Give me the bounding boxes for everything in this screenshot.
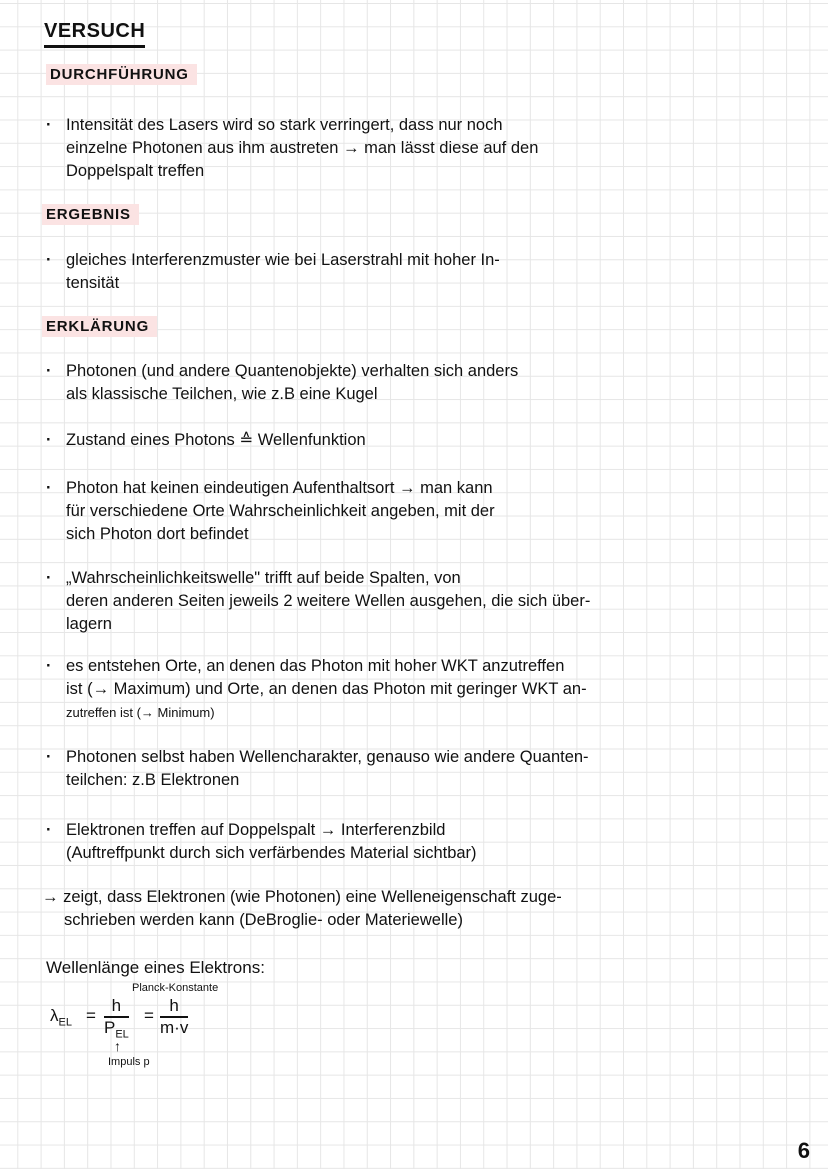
text-line: Photon hat keinen eindeutigen Aufenthaltsort → man kann	[66, 479, 493, 497]
bullet-durchfuehrung	[46, 114, 816, 183]
bullet-dot: ·	[46, 657, 52, 675]
bullet-dot: ·	[46, 821, 52, 839]
bullet-erklaerung-7	[46, 819, 816, 865]
text-line: schrieben werden kann (DeBroglie- oder Materiewelle)	[64, 911, 463, 929]
fraction-h-over-mv	[160, 996, 188, 1038]
text-line: Doppelspalt treffen	[66, 162, 205, 180]
equals-sign: =	[86, 1006, 96, 1025]
text-line: Elektronen treffen auf Doppelspalt → Interferenzbild	[66, 821, 446, 839]
bullet-dot: ·	[46, 479, 52, 497]
text-line: zutreffen ist (→ Minimum)	[66, 705, 215, 720]
text-line: Photonen selbst haben Wellencharakter, genauso wie andere Quanten-	[66, 748, 589, 766]
bullet-erklaerung-6	[46, 746, 816, 792]
denominator: $P_{EL}$	[104, 1018, 129, 1041]
bullet-dot: ·	[46, 569, 52, 587]
text-line: gleiches Interferenzmuster wie bei Laserstrahl mit hoher In-	[66, 251, 500, 269]
text-line: für verschiedene Orte Wahrscheinlichkeit angeben, mit der	[66, 502, 495, 520]
bullet-dot: ·	[46, 362, 52, 380]
numerator: h	[160, 996, 188, 1018]
lambda-symbol: $\lambda_{EL}$	[50, 1006, 72, 1029]
heading-ergebnis: ERGEBNIS	[42, 204, 139, 225]
text-line: Intensität des Lasers wird so stark verringert, dass nur noch	[66, 116, 503, 134]
text-line: es entstehen Orte, an denen das Photon mit hoher WKT anzutreffen	[66, 657, 565, 675]
bullet-erklaerung-4	[46, 567, 816, 636]
numerator: h	[104, 996, 129, 1018]
page-title: VERSUCH	[44, 20, 145, 48]
text-line: einzelne Photonen aus ihm austreten → man lässt diese auf den	[66, 139, 539, 157]
text-line: ist (→ Maximum) und Orte, an denen das Photon mit geringer WKT an-	[66, 680, 587, 698]
bullet-erklaerung-1	[46, 360, 816, 406]
equals-sign-2: =	[144, 1006, 154, 1025]
page-number: 6	[797, 1138, 810, 1163]
text-line: Photonen (und andere Quantenobjekte) verhalten sich anders	[66, 362, 519, 380]
conclusion	[42, 886, 562, 932]
bullet-dot: ·	[46, 431, 52, 449]
planck-label: Planck-Konstante	[132, 982, 219, 994]
text-line: sich Photon dort befindet	[66, 525, 249, 543]
fraction-h-over-p	[104, 996, 129, 1040]
text-line: lagern	[66, 615, 112, 633]
text-line: Zustand eines Photons ≙ Wellenfunktion	[66, 431, 366, 449]
denominator: m·v	[160, 1018, 189, 1037]
bullet-erklaerung-2	[46, 429, 816, 452]
bullet-dot: ·	[46, 116, 52, 134]
bullet-erklaerung-5	[46, 655, 816, 724]
text-line: als klassische Teilchen, wie z.B eine Kugel	[66, 385, 378, 403]
bullet-dot: ·	[46, 748, 52, 766]
bullet-dot: ·	[46, 251, 52, 269]
text-line: deren anderen Seiten jeweils 2 weitere Wellen ausgehen, die sich über-	[66, 592, 591, 610]
wavelength-formula	[50, 982, 350, 1082]
text-line: tensität	[66, 274, 120, 292]
bullet-erklaerung-3	[46, 477, 816, 546]
impuls-label: Impuls p	[108, 1056, 150, 1068]
bullet-ergebnis	[46, 249, 816, 295]
text-line: → zeigt, dass Elektronen (wie Photonen) eine Welleneigenschaft zuge-	[42, 888, 562, 906]
text-line: „Wahrscheinlichkeitswelle" trifft auf beide Spalten, von	[66, 569, 461, 587]
heading-durchfuehrung: DURCHFÜHRUNG	[46, 64, 197, 85]
formula-heading: Wellenlänge eines Elektrons:	[46, 958, 265, 977]
text-line: teilchen: z.B Elektronen	[66, 771, 240, 789]
heading-erklaerung: ERKLÄRUNG	[42, 316, 157, 337]
text-line: (Auftreffpunkt durch sich verfärbendes Material sichtbar)	[66, 844, 477, 862]
arrow-up-icon: ↑	[114, 1038, 121, 1054]
